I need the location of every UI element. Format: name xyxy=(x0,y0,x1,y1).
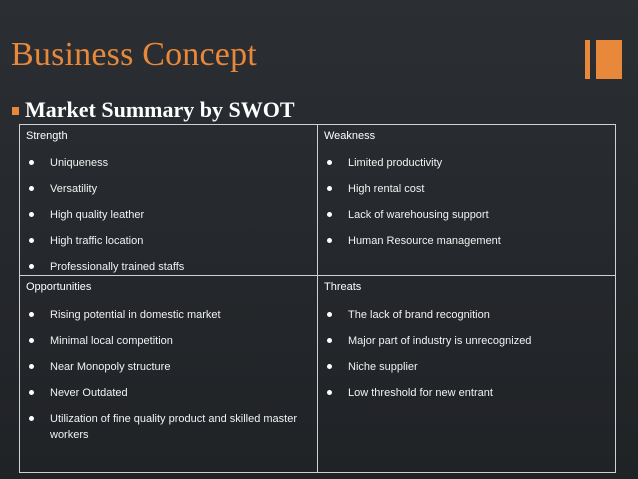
list-item-text: Utilization of fine quality product and skilled master workers xyxy=(50,413,298,441)
square-bullet-icon xyxy=(12,107,19,115)
bullet-dot-icon xyxy=(327,390,332,395)
list-item-text: Uniqueness xyxy=(50,157,109,169)
subtitle-text: Market Summary by SWOT xyxy=(25,97,295,122)
bullet-dot-icon xyxy=(29,338,34,343)
weakness-cell xyxy=(318,125,616,276)
bullet-dot-icon xyxy=(29,212,34,217)
strength-list xyxy=(20,155,317,275)
bullet-dot-icon xyxy=(29,238,34,243)
bullet-dot-icon xyxy=(29,160,34,165)
list-item-text: Lack of warehousing support xyxy=(348,209,489,221)
list-item-text: High quality leather xyxy=(50,209,145,221)
bullet-dot-icon xyxy=(327,212,332,217)
bullet-dot-icon xyxy=(327,238,332,243)
slide-title: Business Concept xyxy=(11,36,257,73)
bullet-dot-icon xyxy=(327,338,332,343)
list-item xyxy=(318,333,615,349)
list-item-text: High traffic location xyxy=(50,235,144,247)
list-item-text: Rising potential in domestic market xyxy=(50,309,221,321)
bullet-dot-icon xyxy=(29,312,34,317)
list-item xyxy=(318,207,615,223)
list-item-text: Low threshold for new entrant xyxy=(348,387,493,399)
bullet-dot-icon xyxy=(327,312,332,317)
list-item-text: Limited productivity xyxy=(348,157,443,169)
list-item xyxy=(20,333,317,349)
bullet-dot-icon xyxy=(29,416,34,421)
threats-cell xyxy=(318,276,616,473)
list-item xyxy=(20,385,317,401)
list-item xyxy=(20,259,317,275)
list-item-text: Near Monopoly structure xyxy=(50,361,171,373)
subtitle-line xyxy=(12,97,295,123)
opportunities-list xyxy=(20,307,317,443)
swot-row-top xyxy=(20,125,616,276)
bullet-dot-icon xyxy=(29,390,34,395)
list-item-text: Professionally trained staffs xyxy=(50,261,185,273)
swot-row-bottom xyxy=(20,276,616,473)
opportunities-title: Opportunities xyxy=(26,281,92,293)
accent-bar-thick xyxy=(596,40,622,79)
opportunities-cell xyxy=(20,276,318,473)
strength-cell xyxy=(20,125,318,276)
list-item-text: Never Outdated xyxy=(50,387,128,399)
list-item xyxy=(318,307,615,323)
list-item xyxy=(20,233,317,249)
list-item xyxy=(318,181,615,197)
bullet-dot-icon xyxy=(327,186,332,191)
list-item-text: Minimal local competition xyxy=(50,335,173,347)
list-item xyxy=(318,385,615,401)
list-item xyxy=(20,307,317,323)
threats-title: Threats xyxy=(324,281,362,293)
bullet-dot-icon xyxy=(29,264,34,269)
accent-bars-decoration xyxy=(585,40,625,80)
list-item-text: High rental cost xyxy=(348,183,425,195)
bullet-dot-icon xyxy=(29,186,34,191)
threats-list xyxy=(318,307,615,401)
list-item-text: Human Resource management xyxy=(348,235,501,247)
weakness-list xyxy=(318,155,615,249)
list-item xyxy=(20,207,317,223)
bullet-dot-icon xyxy=(29,364,34,369)
list-item xyxy=(318,359,615,375)
bullet-dot-icon xyxy=(327,160,332,165)
swot-table xyxy=(19,124,616,473)
bullet-dot-icon xyxy=(327,364,332,369)
list-item-text: Versatility xyxy=(50,183,98,195)
list-item xyxy=(318,155,615,171)
list-item-text: Niche supplier xyxy=(348,361,418,373)
list-item xyxy=(318,233,615,249)
list-item xyxy=(20,359,317,375)
weakness-title: Weakness xyxy=(324,130,376,142)
accent-bar-thin xyxy=(585,40,590,79)
list-item xyxy=(20,181,317,197)
list-item xyxy=(20,155,317,171)
list-item-text: The lack of brand recognition xyxy=(348,309,490,321)
list-item-text: Major part of industry is unrecognized xyxy=(348,335,532,347)
strength-title: Strength xyxy=(26,130,68,142)
list-item xyxy=(20,411,317,443)
